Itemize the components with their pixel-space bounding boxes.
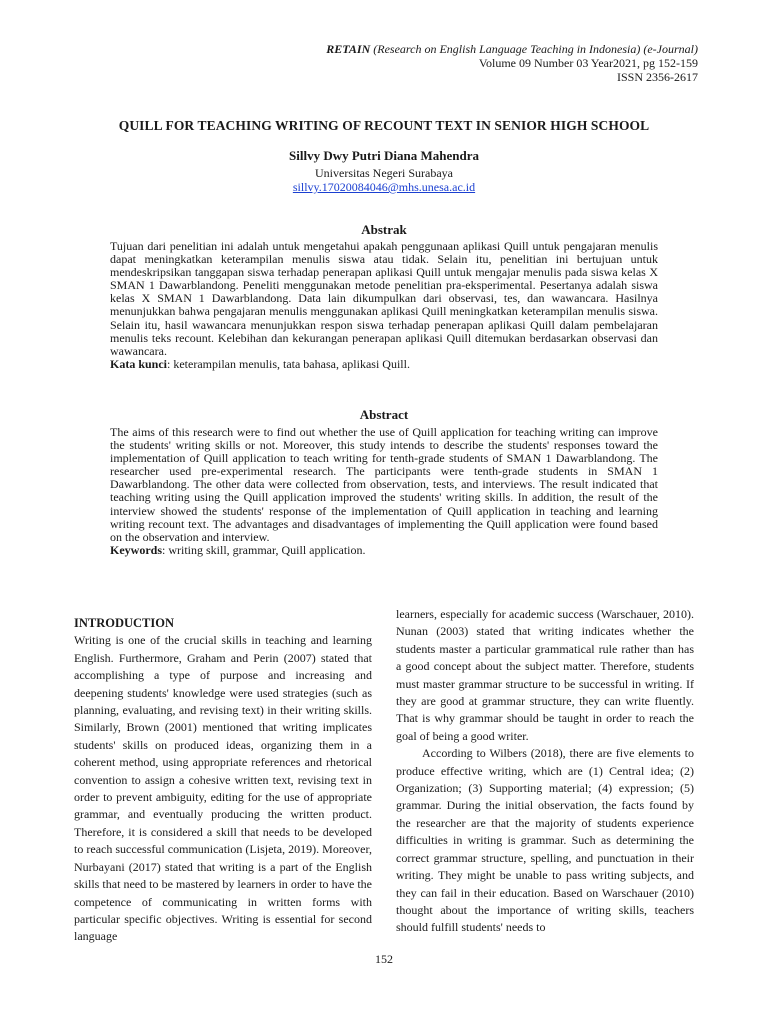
abstract-heading: Abstract bbox=[359, 407, 409, 422]
page-number: 152 bbox=[375, 952, 393, 966]
journal-header bbox=[326, 42, 698, 84]
journal-name: RETAIN (Research on English Language Teaching in Indonesia) (e-Journal) bbox=[326, 42, 698, 56]
abstrak-keywords: Kata kunci: keterampilan menulis, tata bahasa, aplikasi Quill. bbox=[110, 356, 410, 371]
abstrak-body bbox=[110, 240, 658, 371]
author-name: Sillvy Dwy Putri Diana Mahendra bbox=[289, 148, 479, 163]
introduction-paragraph-2: learners, especially for academic success (Warschauer, 2010). Nunan (2003) stated that writing indicates whether the students master a particular grammatical rule rather than has a good concept about the subject matter. Therefore, students must master grammar structure to be successful in writing. If they are good at grammar structure, they can write fluently. That is why grammar should be taught in order to reach the goal of being a good writer. bbox=[396, 607, 694, 743]
introduction-paragraph-3: According to Wilbers (2018), there are five elements to produce effective writing, which are (1) Central idea; (2) Organization; (3) Supporting material; (4) expression; (5) grammar. During the initial observation, the facts found by the researcher are that the majority of students experience difficulties in writing is grammar. Such as determining the correct grammar structure, spelling, and punctuation in their writing. They might be unable to pass writing subjects, and they can fail in their education. Based on Warschauer (2010) thought about the importance of writing skills, teachers should fulfill students' needs to bbox=[396, 746, 694, 935]
right-column bbox=[396, 606, 694, 937]
left-column bbox=[74, 615, 372, 946]
abstract-keywords: Keywords: writing skill, grammar, Quill application. bbox=[110, 542, 366, 557]
issn: ISSN 2356-2617 bbox=[616, 70, 698, 84]
affiliation: Universitas Negeri Surabaya bbox=[315, 166, 453, 180]
abstract-body bbox=[110, 426, 658, 557]
author-email-link[interactable]: sillvy.17020084046@mhs.unesa.ac.id bbox=[292, 180, 476, 194]
volume-line: Volume 09 Number 03 Year2021, pg 152-159 bbox=[478, 56, 698, 70]
author-affiliation-block bbox=[0, 166, 768, 194]
abstract-text: The aims of this research were to find out whether the use of Quill application for teaching writing can improve the students' writing skills or not. Moreover, this study intends to describe the students' responses toward the implementation of Quill application to teach writing for tenth-grade students of SMAN 1 Dawarblandong. The researcher used pre-experimental research. The participants were tenth-grade students in SMAN 1 Dawarblandong. The other data were collected from observation, tests, and interviews. The result indicated that teaching writing using the Quill application improved the students' writing skills. In addition, the result of the interview showed the students' response of the implementation of Quill application in teaching and learning writing recount text. The advantages and disadvantages of implementing the Quill application were found based on the observation and interview. bbox=[110, 425, 658, 544]
introduction-paragraph-1: Writing is one of the crucial skills in teaching and learning English. Furthermore, Graham and Perin (2007) stated that accomplishing a type of purpose and increasing and deepening students' knowledge were used strategies (such as planning, evaluating, and revising text) in their writing skills. Similarly, Brown (2001) mentioned that writing implicates students' skills on produced ideas, organizing them in a coherent method, using appropriate references and rhetorical convention to assign a cohesive written text, revising text in order to prevent ambiguity, editing for the use of appropriate grammar, and eventually producing the written product. Therefore, it is considered a skill that needs to be developed to reach successful communication (Lisjeta, 2019). Moreover, Nurbayani (2017) stated that writing is a part of the English skills that need to be mastered by learners in order to have the competence of communicating in written forms with particular specific objectives. Writing is essential for second language bbox=[74, 633, 372, 944]
abstrak-heading: Abstrak bbox=[361, 222, 407, 237]
abstrak-text: Tujuan dari penelitian ini adalah untuk mengetahui apakah penggunaan aplikasi Quill untuk pengajaran menulis dapat meningkatkan keterampilan menulis siswa atau tidak. Selain itu, penelitian ini bertujuan untuk mendeskripsikan tanggapan siswa terhadap penerapan aplikasi Quill untuk mengajar menulis pada siswa kelas X SMAN 1 Dawarblandong. Peneliti menggunakan metode penelitian pra-eksperimental. Pesertanya adalah siswa kelas X SMAN 1 Dawarblandong. Data lain dikumpulkan dari observasi, tes, dan wawancara. Hasilnya menunjukkan bahwa pengajaran menulis menggunakan aplikasi Quill meningkatkan keterampilan menulis siswa. Selain itu, hasil wawancara menunjukkan respon siswa terhadap penerapan aplikasi Quill dalam pembelajaran menulis teks recount. Kelebihan dan kekurangan penerapan aplikasi Quill ditemukan berdasarkan observasi dan wawancara. bbox=[110, 239, 658, 358]
introduction-heading: INTRODUCTION bbox=[74, 616, 175, 630]
paper-title: QUILL FOR TEACHING WRITING OF RECOUNT TEXT IN SENIOR HIGH SCHOOL bbox=[118, 118, 650, 133]
